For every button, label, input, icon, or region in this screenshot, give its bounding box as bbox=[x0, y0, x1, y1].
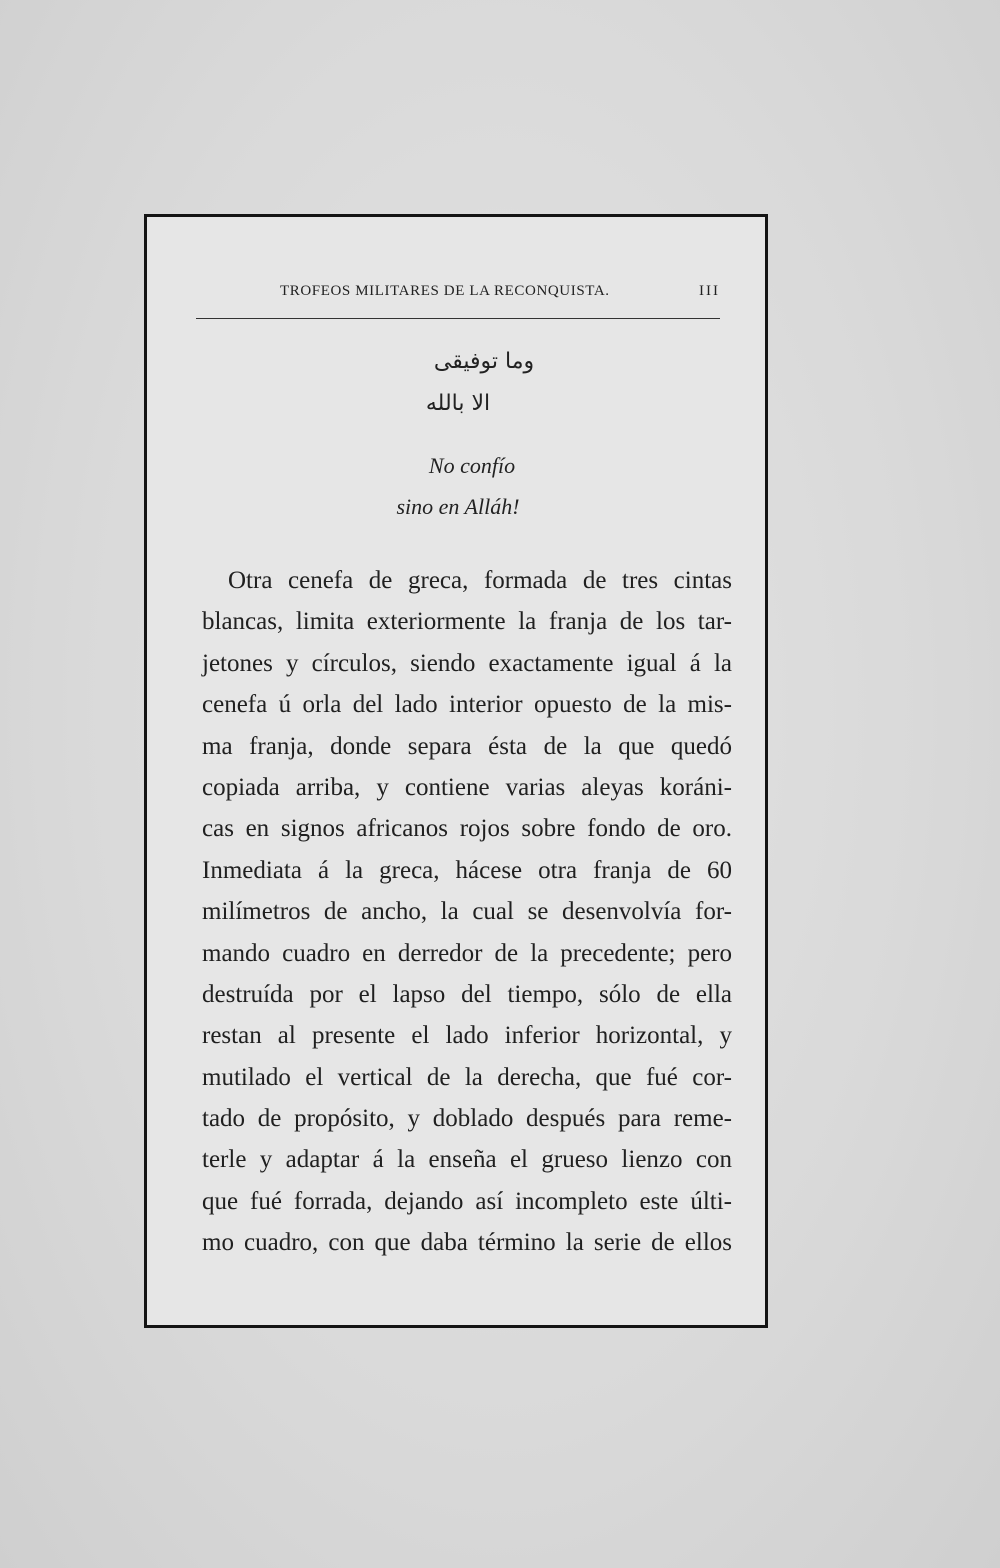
text-line: Otra cenefa de greca, formada de tres cintas bbox=[228, 567, 732, 594]
arabic-line-1: وما توفيقى bbox=[433, 349, 535, 374]
text-line: cas en signos africanos rojos sobre fondo de oro. bbox=[202, 815, 732, 843]
running-header bbox=[196, 283, 720, 305]
text-line: milímetros de ancho, la cual se desenvolvía for- bbox=[202, 898, 732, 926]
header-rule bbox=[196, 318, 720, 319]
text-line: blancas, limita exteriormente la franja de los tar- bbox=[202, 608, 732, 636]
text-line: ma franja, donde separa ésta de la que quedó bbox=[202, 732, 732, 760]
running-title: TROFEOS MILITARES DE LA RECONQUISTA. bbox=[280, 283, 610, 299]
motto-line-1: No confío bbox=[428, 453, 516, 478]
text-line: Inmediata á la greca, hácese otra franja de 60 bbox=[202, 856, 732, 884]
text-line: que fué forrada, dejando así incompleto este últi- bbox=[202, 1187, 732, 1215]
text-line: destruída por el lapso del tiempo, sólo de ella bbox=[202, 980, 732, 1008]
arabic-line-2: الا بالله bbox=[425, 391, 491, 416]
text-line: tado de propósito, y doblado después para reme- bbox=[202, 1105, 732, 1133]
text-line: mutilado el vertical de la derecha, que fué cor- bbox=[202, 1063, 732, 1091]
text-line: mo cuadro, con que daba término la serie de ellos bbox=[202, 1229, 732, 1257]
text-line: restan al presente el lado inferior horizontal, y bbox=[202, 1022, 732, 1050]
text-line: mando cuadro en derredor de la precedente; pero bbox=[202, 939, 732, 967]
page-number: III bbox=[699, 283, 720, 299]
motto-line-2: sino en Alláh! bbox=[396, 494, 520, 519]
body-paragraph bbox=[202, 560, 732, 1264]
text-line: copiada arriba, y contiene varias aleyas koráni- bbox=[202, 773, 732, 801]
text-line: cenefa ú orla del lado interior opuesto de la mis- bbox=[202, 691, 732, 719]
text-line: terle y adaptar á la enseña el grueso lienzo con bbox=[202, 1146, 732, 1174]
text-line: jetones y círculos, siendo exactamente igual á la bbox=[202, 649, 732, 677]
